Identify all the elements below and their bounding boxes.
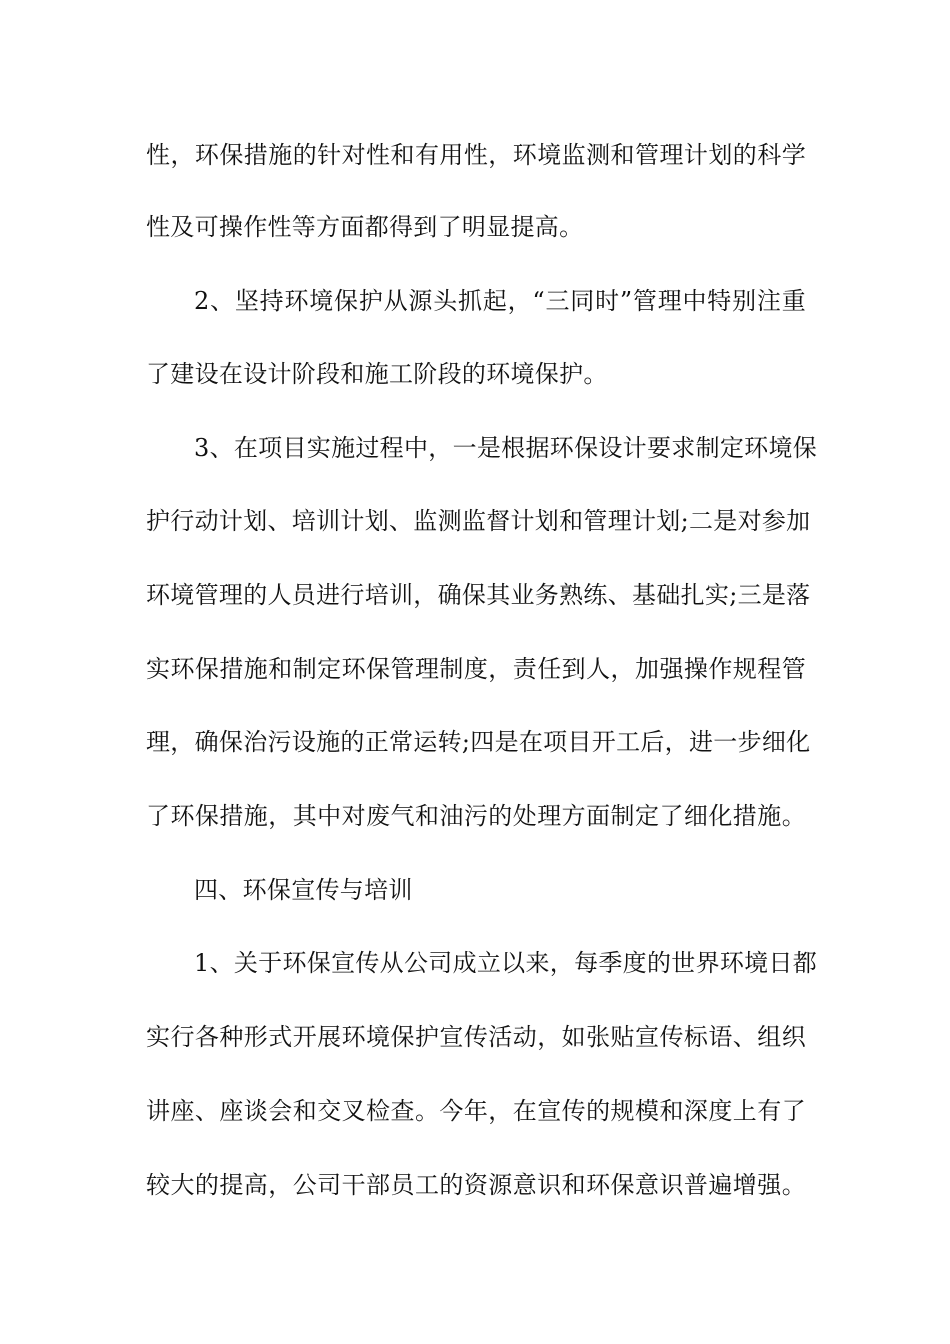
text-line: 了环保措施，其中对废气和油污的处理方面制定了细化措施。: [146, 802, 806, 830]
text-line: 实环保措施和制定环保管理制度，责任到人，加强操作规程管: [146, 655, 806, 683]
text-line: 实行各种形式开展环境保护宣传活动，如张贴宣传标语、组织: [146, 1023, 806, 1051]
paragraph-first-line: 3、在项目实施过程中，一是根据环保设计要求制定环境保: [194, 434, 818, 462]
section-heading: 四、环保宣传与培训: [194, 876, 413, 904]
paragraph-first-line: 2、坚持环境保护从源头抓起，“三同时”管理中特别注重: [194, 287, 806, 315]
text-line: 较大的提高，公司干部员工的资源意识和环保意识普遍增强。: [146, 1171, 806, 1199]
text-line: 性，环保措施的针对性和有用性，环境监测和管理计划的科学: [146, 141, 806, 169]
text-line: 护行动计划、培训计划、监测监督计划和管理计划;二是对参加: [146, 507, 811, 535]
text-line: 性及可操作性等方面都得到了明显提高。: [146, 213, 584, 241]
text-line: 理，确保治污设施的正常运转;四是在项目开工后，进一步细化: [146, 728, 811, 756]
text-line: 了建设在设计阶段和施工阶段的环境保护。: [146, 360, 608, 388]
text-line: 环境管理的人员进行培训，确保其业务熟练、基础扎实;三是落: [146, 581, 811, 609]
text-line: 讲座、座谈会和交叉检查。今年，在宣传的规模和深度上有了: [146, 1097, 806, 1125]
paragraph-first-line: 1、关于环保宣传从公司成立以来，每季度的世界环境日都: [194, 949, 818, 977]
